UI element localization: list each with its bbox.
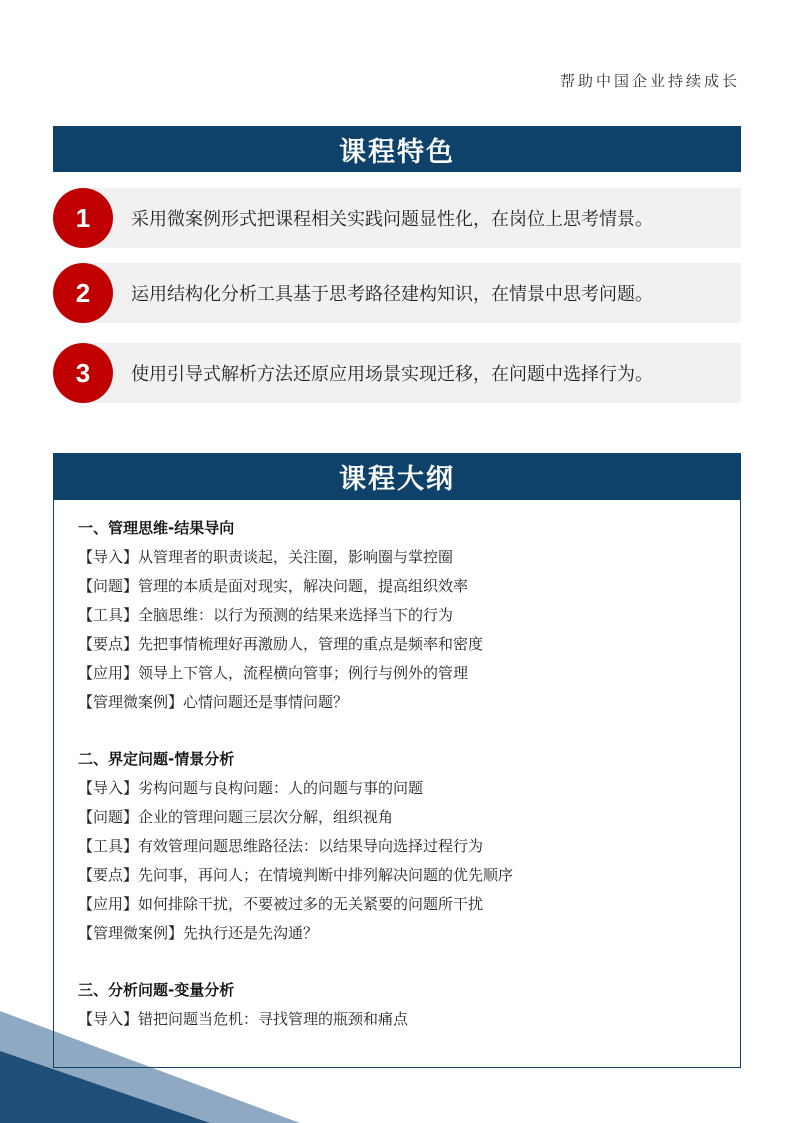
outline-item: 【要点】先把事情梳理好再激励人，管理的重点是频率和密度 <box>78 635 484 653</box>
feature-item <box>53 343 741 403</box>
outline-header <box>53 453 741 500</box>
feature-text: 运用结构化分析工具基于思考路径建构知识，在情景中思考问题。 <box>131 284 653 305</box>
feature-text: 采用微案例形式把课程相关实践问题显性化，在岗位上思考情景。 <box>131 209 653 230</box>
outline-item: 【导入】从管理者的职责谈起，关注圈，影响圈与掌控圈 <box>78 548 454 566</box>
outline-item: 【应用】领导上下管人，流程横向管事；例行与例外的管理 <box>78 664 469 682</box>
outline-item: 【导入】劣构问题与良构问题：人的问题与事的问题 <box>78 779 424 797</box>
outline-item: 【导入】错把问题当危机：寻找管理的瓶颈和痛点 <box>78 1010 409 1028</box>
feature-item <box>53 188 741 248</box>
feature-number-badge: 3 <box>53 343 113 403</box>
outline-group-title: 一、管理思维-结果导向 <box>78 519 235 537</box>
features-header <box>53 126 741 172</box>
outline-item: 【工具】有效管理问题思维路径法：以结果导向选择过程行为 <box>78 837 484 855</box>
outline-item: 【管理微案例】心情问题还是事情问题？ <box>78 693 349 711</box>
outline-item: 【工具】全脑思维：以行为预测的结果来选择当下的行为 <box>78 606 454 624</box>
outline-box <box>53 500 741 1068</box>
feature-text: 使用引导式解析方法还原应用场景实现迁移，在问题中选择行为。 <box>131 364 653 385</box>
features-title: 课程特色 <box>339 136 455 168</box>
outline-item: 【问题】企业的管理问题三层次分解，组织视角 <box>78 808 394 826</box>
feature-number-badge: 1 <box>53 188 113 248</box>
outline-title: 课程大纲 <box>339 464 455 495</box>
outline-group-title: 三、分析问题-变量分析 <box>78 981 235 999</box>
feature-number-badge: 2 <box>53 263 113 323</box>
outline-content <box>78 514 720 1062</box>
outline-group-title: 二、界定问题-情景分析 <box>78 750 235 768</box>
outline-item: 【应用】如何排除干扰，不要被过多的无关紧要的问题所干扰 <box>78 895 484 913</box>
outline-group <box>78 976 720 1034</box>
outline-group <box>78 745 720 948</box>
tagline: 帮助中国企业持续成长 <box>559 72 740 90</box>
feature-item <box>53 263 741 323</box>
outline-item: 【要点】先问事，再问人；在情境判断中排列解决问题的优先顺序 <box>78 866 514 884</box>
outline-item: 【问题】管理的本质是面对现实，解决问题，提高组织效率 <box>78 577 469 595</box>
outline-item: 【管理微案例】先执行还是先沟通？ <box>78 924 319 942</box>
outline-group <box>78 514 720 717</box>
